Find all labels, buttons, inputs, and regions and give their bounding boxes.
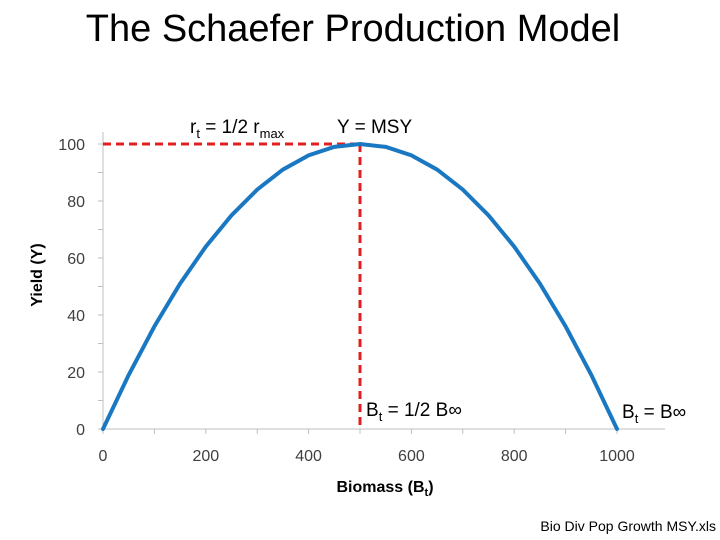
y-tick-label: 80 (67, 194, 85, 211)
y-tick-label: 60 (67, 251, 85, 268)
x-tick-label: 400 (295, 448, 322, 465)
msy-annotation: Y = MSY (337, 117, 413, 138)
x-tick-label: 800 (500, 448, 528, 465)
x-axis-title: Biomass $(B_t)$ (336, 479, 434, 499)
x-tick-label: 0 (98, 448, 108, 465)
rt-annotation: $r_t = 1/2$ $r_{max}$ (190, 117, 285, 141)
x-tick-label: 200 (192, 448, 220, 465)
msy-guides (103, 144, 360, 429)
half-biomass-annotation: $B_t = 1/2$ B∞ (366, 400, 462, 424)
x-tick-label: 600 (398, 448, 425, 465)
page-title: The Schaefer Production Model (85, 8, 621, 50)
chart-axes (98, 132, 665, 434)
full-biomass-annotation: $B_t = B\infty$ (622, 402, 687, 426)
y-tick-label: 100 (58, 137, 85, 154)
y-axis-title: Yield (Y) (29, 243, 46, 307)
y-tick-label: 20 (67, 365, 85, 382)
y-tick-label: 40 (67, 308, 85, 325)
x-tick-label: 1000 (599, 448, 635, 465)
y-tick-label: 0 (76, 422, 85, 439)
source-filename: Bio Div Pop Growth MSY.xls (540, 518, 716, 534)
